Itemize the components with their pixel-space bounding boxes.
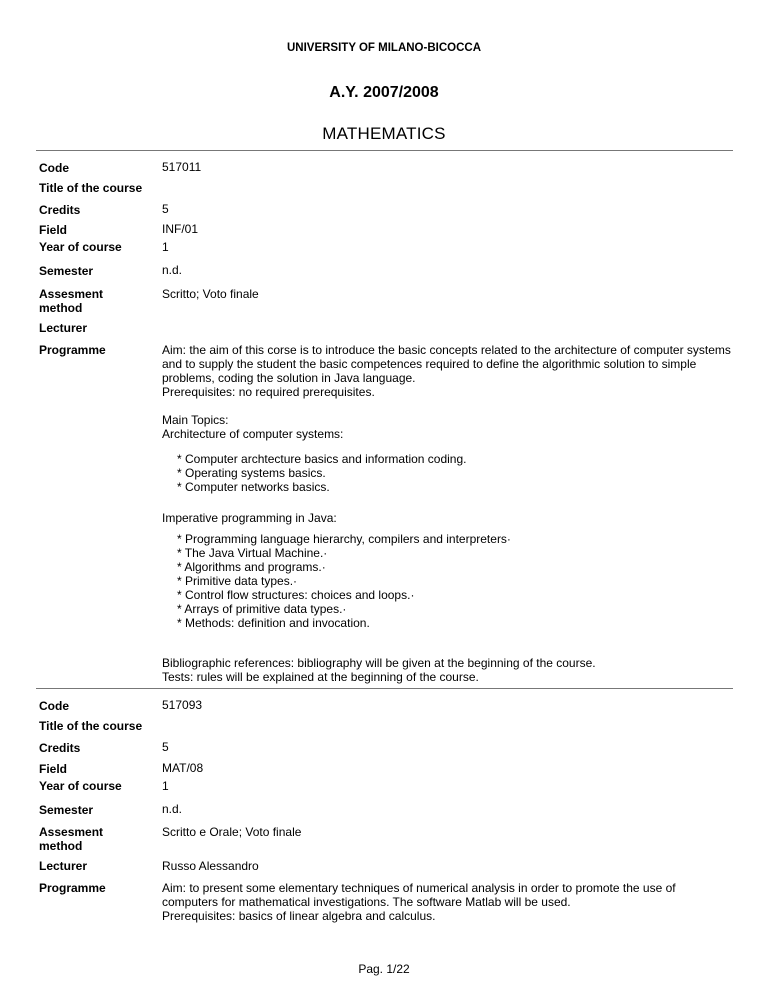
credits-label: Credits [39, 741, 81, 755]
imperative-heading: Imperative programming in Java: [162, 511, 337, 525]
assessment-value: Scritto; Voto finale [162, 287, 259, 301]
code-label: Code [39, 161, 69, 175]
assessment-value: Scritto e Orale; Voto finale [162, 825, 302, 839]
list-item: * Arrays of primitive data types.· [177, 602, 347, 616]
year-of-course-label: Year of course [39, 779, 122, 793]
field-label: Field [39, 223, 68, 237]
bibliography-and-tests: Bibliographic references: bibliography will be given at the beginning of the course. Tests: rules will be explained at the beginning of the course. [162, 656, 596, 684]
credits-value: 5 [162, 202, 169, 216]
semester-value: n.d. [162, 263, 183, 277]
lecturer-label: Lecturer [39, 859, 88, 873]
year-of-course-label: Year of course [39, 240, 122, 254]
academic-year: A.Y. 2007/2008 [329, 84, 439, 101]
semester-label: Semester [39, 264, 94, 278]
java-topic-list [177, 532, 511, 630]
credits-value: 5 [162, 740, 169, 754]
programme-label: Programme [39, 343, 106, 357]
list-item: * Control flow structures: choices and loops.· [177, 588, 415, 602]
page-number: Pag. 1/22 [358, 962, 410, 976]
list-item: * Computer networks basics. [177, 480, 330, 494]
assessment-label: Assesment method [39, 825, 104, 853]
list-item: * Algorithms and programs.· [177, 560, 326, 574]
list-item: * The Java Virtual Machine.· [177, 546, 328, 560]
semester-value: n.d. [162, 802, 183, 816]
list-item: * Programming language hierarchy, compilers and interpreters· [177, 532, 511, 546]
programme-intro: Aim: to present some elementary techniques of numerical analysis in order to promote the use of computers for mathematical investigations. The software Matlab will be used. Prerequisites: basics of linear algebra and calculus. [162, 881, 676, 923]
lecturer-value: Russo Alessandro [162, 859, 259, 873]
list-item: * Methods: definition and invocation. [177, 616, 370, 630]
year-of-course-value: 1 [162, 240, 169, 254]
credits-label: Credits [39, 203, 81, 217]
subject-title: MATHEMATICS [322, 124, 446, 143]
assessment-label: Assesment method [39, 287, 104, 315]
architecture-topic-list [177, 452, 466, 494]
lecturer-label: Lecturer [39, 321, 88, 335]
code-label: Code [39, 699, 69, 713]
main-topics: Main Topics: Architecture of computer systems: [162, 413, 344, 441]
title-label: Title of the course [39, 719, 143, 733]
divider [36, 688, 733, 689]
field-value: INF/01 [162, 222, 199, 236]
list-item: * Operating systems basics. [177, 466, 326, 480]
programme-label: Programme [39, 881, 106, 895]
field-label: Field [39, 762, 68, 776]
list-item: * Primitive data types.· [177, 574, 298, 588]
divider [36, 150, 733, 151]
programme-intro: Aim: the aim of this corse is to introduce the basic concepts related to the architecture of computer systems and to supply the student the basic competences required to define the algorithmic solution to simple problems, coding the solution in Java language. Prerequisites: no required prerequisites. [162, 343, 731, 399]
year-of-course-value: 1 [162, 779, 169, 793]
title-label: Title of the course [39, 181, 143, 195]
field-value: MAT/08 [162, 761, 204, 775]
university-name: UNIVERSITY OF MILANO-BICOCCA [286, 42, 481, 54]
semester-label: Semester [39, 803, 94, 817]
code-value: 517011 [162, 160, 202, 174]
list-item: * Computer archtecture basics and information coding. [177, 452, 467, 466]
code-value: 517093 [162, 698, 203, 712]
